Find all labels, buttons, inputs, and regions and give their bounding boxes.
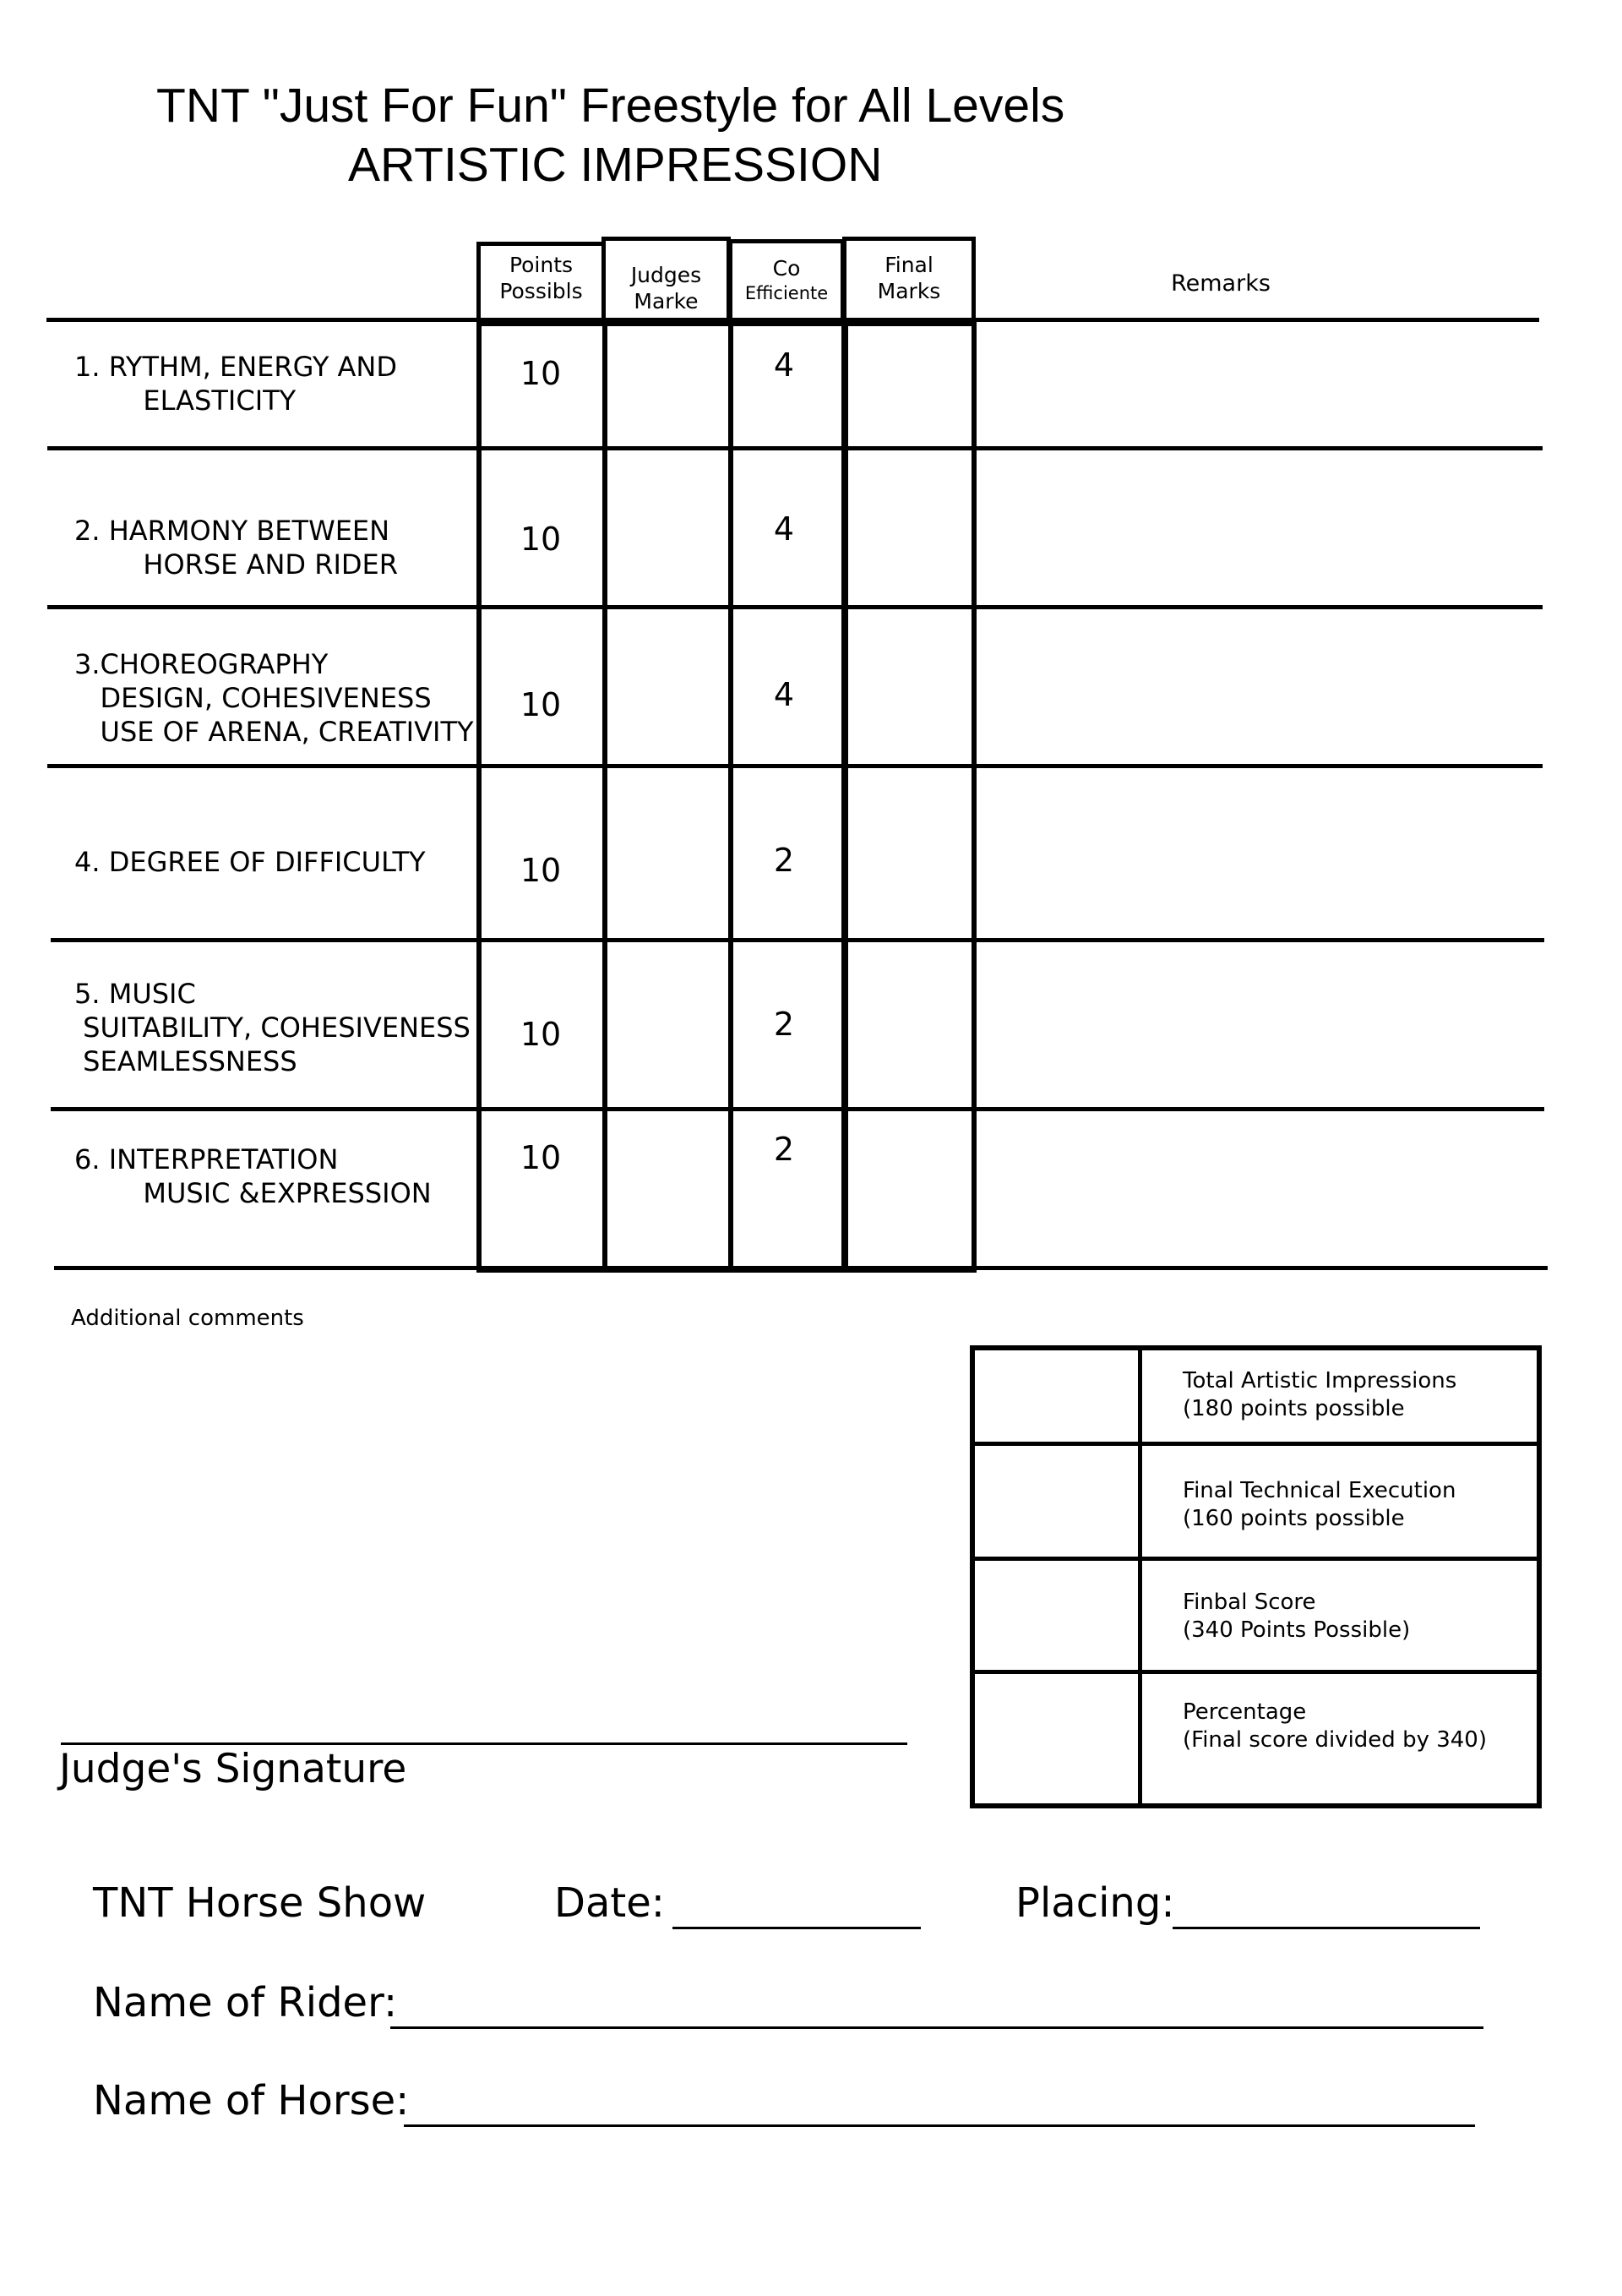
summary-line-3 — [970, 1670, 1542, 1674]
summary-line-2 — [970, 1557, 1542, 1561]
row-3-points: 10 — [520, 686, 562, 723]
row-6-points: 10 — [520, 1139, 562, 1176]
additional-comments-label: Additional comments — [71, 1306, 304, 1331]
summary-percentage: Percentage (Final score divided by 340) — [1183, 1699, 1487, 1753]
row-5-points: 10 — [520, 1016, 562, 1053]
row-4-coef: 2 — [773, 842, 795, 879]
table-line-row2 — [47, 605, 1543, 609]
row-4-category: 4. DEGREE OF DIFFICULTY — [74, 846, 426, 878]
table-line-top — [46, 318, 1539, 322]
table-col-line-5 — [972, 318, 977, 1271]
date-label: Date: — [554, 1879, 665, 1927]
summary-divider — [1138, 1345, 1142, 1808]
row-5-category: 5. MUSIC SUITABILITY, COHESIVENESS SEAMLESSNESS — [74, 978, 471, 1077]
table-line-row3 — [47, 764, 1543, 768]
row-2-points: 10 — [520, 521, 562, 558]
table-line-row5 — [51, 1107, 1544, 1111]
table-col-line-1 — [476, 318, 482, 1271]
summary-total-artistic: Total Artistic Impressions (180 points possible — [1183, 1368, 1457, 1421]
page-title: TNT "Just For Fun" Freestyle for All Levels — [156, 79, 1065, 133]
header-judges: Judges Marke — [630, 263, 702, 314]
show-name: TNT Horse Show — [93, 1879, 427, 1927]
placing-field-line[interactable] — [1173, 1927, 1480, 1929]
row-3-category: 3.CHOREOGRAPHY DESIGN, COHESIVENESS USE OF ARENA, CREATIVITY — [74, 648, 474, 748]
table-col-line-4 — [841, 318, 848, 1271]
row-1-points: 10 — [520, 355, 562, 392]
table-bottom-thick — [476, 1268, 977, 1273]
row-1-category: 1. RYTHM, ENERGY AND ELASTICITY — [74, 351, 397, 417]
rider-field-line[interactable] — [390, 2026, 1483, 2029]
header-points: Points Possibls — [499, 253, 583, 303]
row-6-category: 6. INTERPRETATION MUSIC &EXPRESSION — [74, 1143, 432, 1209]
header-final: Final Marks — [877, 253, 941, 303]
horse-field-line[interactable] — [404, 2124, 1475, 2127]
row-2-category: 2. HARMONY BETWEEN HORSE AND RIDER — [74, 515, 398, 581]
table-line-row1 — [47, 446, 1543, 450]
row-2-coef: 4 — [773, 510, 795, 548]
header-coef-top: Co — [772, 256, 801, 281]
signature-line[interactable] — [61, 1742, 907, 1745]
row-4-points: 10 — [520, 852, 562, 889]
header-coef-bottom: Efficiente — [744, 283, 829, 303]
table-line-row4 — [51, 938, 1544, 942]
row-6-coef: 2 — [773, 1131, 795, 1168]
page-subtitle: ARTISTIC IMPRESSION — [348, 138, 883, 192]
row-5-coef: 2 — [773, 1006, 795, 1043]
date-field-line[interactable] — [672, 1927, 921, 1929]
summary-final-technical: Final Technical Execution (160 points possible — [1183, 1478, 1456, 1531]
placing-label: Placing: — [1015, 1879, 1175, 1927]
header-remarks: Remarks — [1171, 270, 1271, 297]
table-col-line-3 — [728, 318, 733, 1271]
rider-label: Name of Rider: — [93, 1979, 398, 2026]
table-col-line-2 — [602, 318, 607, 1271]
summary-line-1 — [970, 1442, 1542, 1446]
horse-label: Name of Horse: — [93, 2077, 410, 2124]
row-1-coef: 4 — [773, 346, 795, 384]
row-3-coef: 4 — [773, 676, 795, 713]
summary-final-score: Finbal Score (340 Points Possible) — [1183, 1590, 1411, 1643]
signature-label: Judge's Signature — [59, 1746, 407, 1792]
